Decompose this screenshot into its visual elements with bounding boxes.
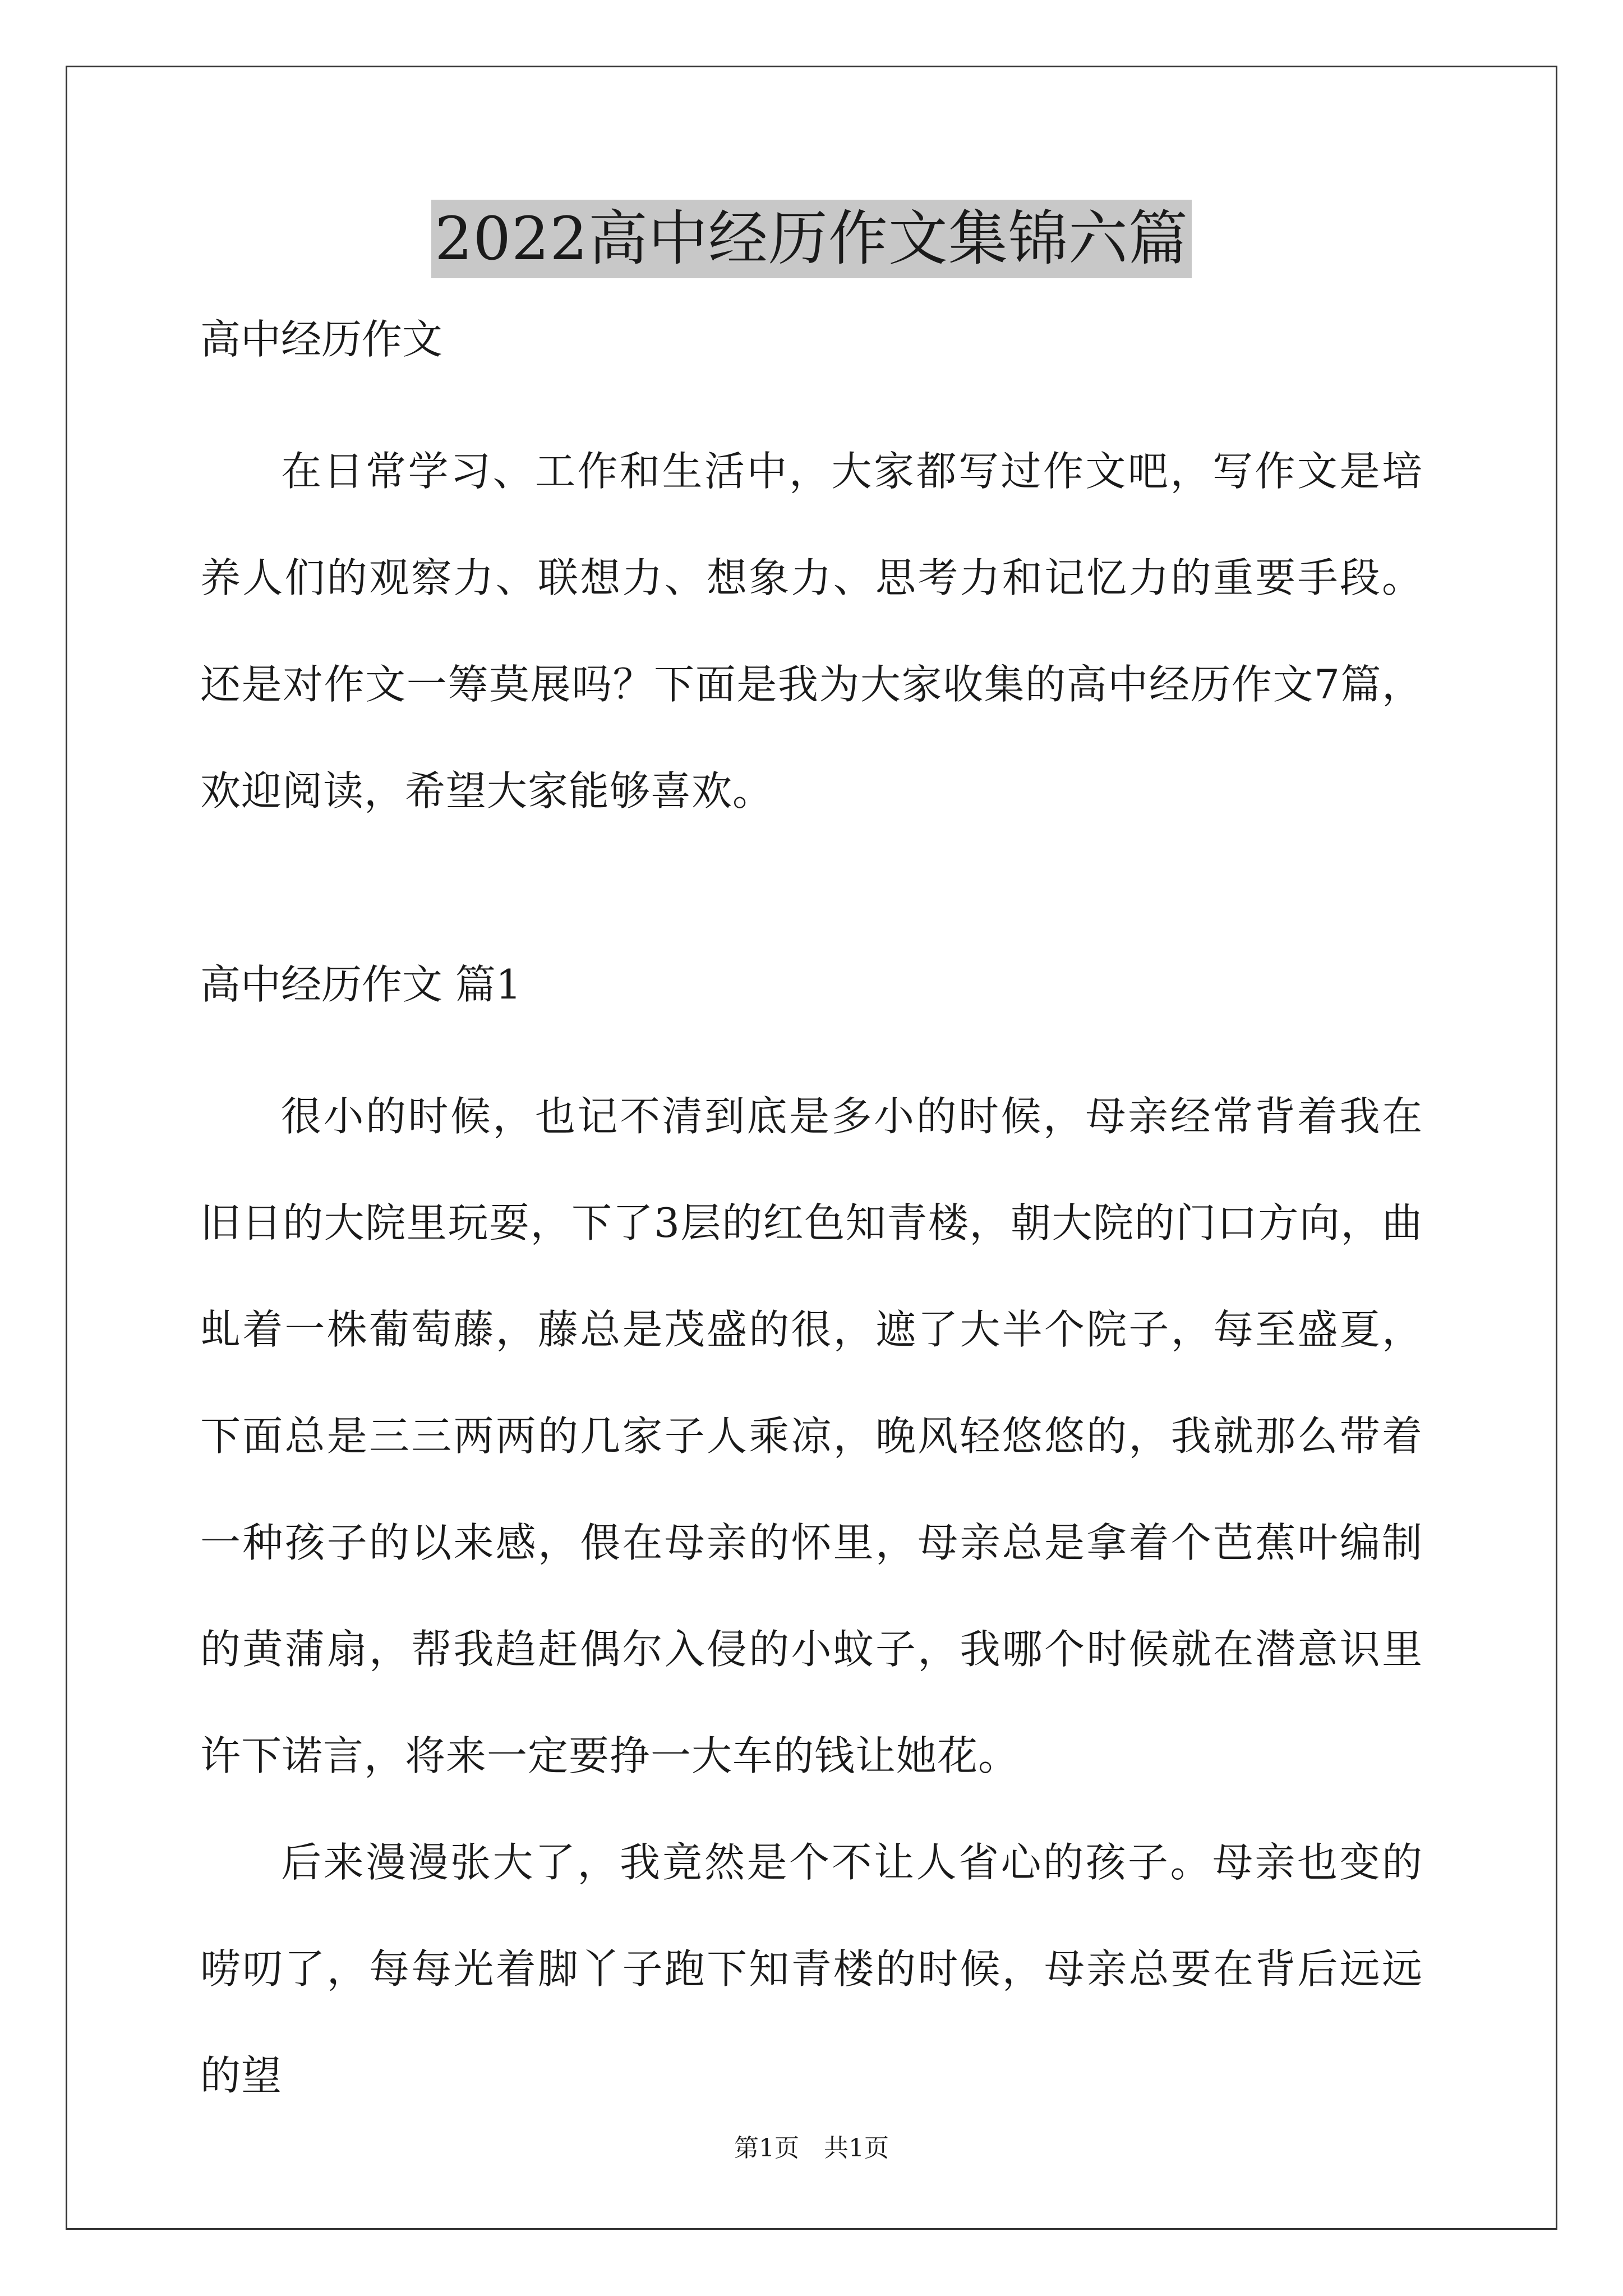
spacer	[200, 1018, 1423, 1063]
section1-paragraph-1: 很小的时候，也记不清到底是多小的时候，母亲经常背着我在旧日的大院里玩耍，下了3层的红色知青楼，朝大院的门口方向，曲虬着一株葡萄藤，藤总是茂盛的很，遮了大半个院子，每至盛夏，下面总是三三两两的几家子人乘凉，晚风轻悠悠的，我就那么带着一种孩子的以来感，偎在母亲的怀里，母亲总是拿着个芭蕉叶编制的黄蒲扇，帮我趋赶偶尔入侵的小蚊子，我哪个时候就在潜意识里许下诺言，将来一定要挣一大车的钱让她花。	[200, 1093, 1423, 1779]
page-total: 共1页	[824, 2134, 889, 2162]
spacer	[200, 373, 1423, 418]
document-body	[200, 306, 1423, 2129]
spacer	[200, 844, 1423, 951]
section1-heading: 高中经历作文 篇1	[200, 961, 522, 1008]
title-container	[0, 200, 1623, 278]
section1-paragraph-2: 后来漫漫张大了，我竟然是个不让人省心的孩子。母亲也变的唠叨了，每每光着脚丫子跑下知青楼的时候，母亲总要在背后远远的望	[200, 1839, 1423, 2099]
intro-paragraph: 在日常学习、工作和生活中，大家都写过作文吧，写作文是培养人们的观察力、联想力、想象力、思考力和记忆力的重要手段。还是对作文一筹莫展吗？下面是我为大家收集的高中经历作文7篇，欢迎阅读，希望大家能够喜欢。	[200, 448, 1423, 815]
document-title: 2022高中经历作文集锦六篇	[431, 200, 1192, 278]
page-number: 第1页	[734, 2134, 799, 2162]
page-footer	[0, 2132, 1623, 2165]
intro-heading: 高中经历作文	[200, 316, 443, 363]
